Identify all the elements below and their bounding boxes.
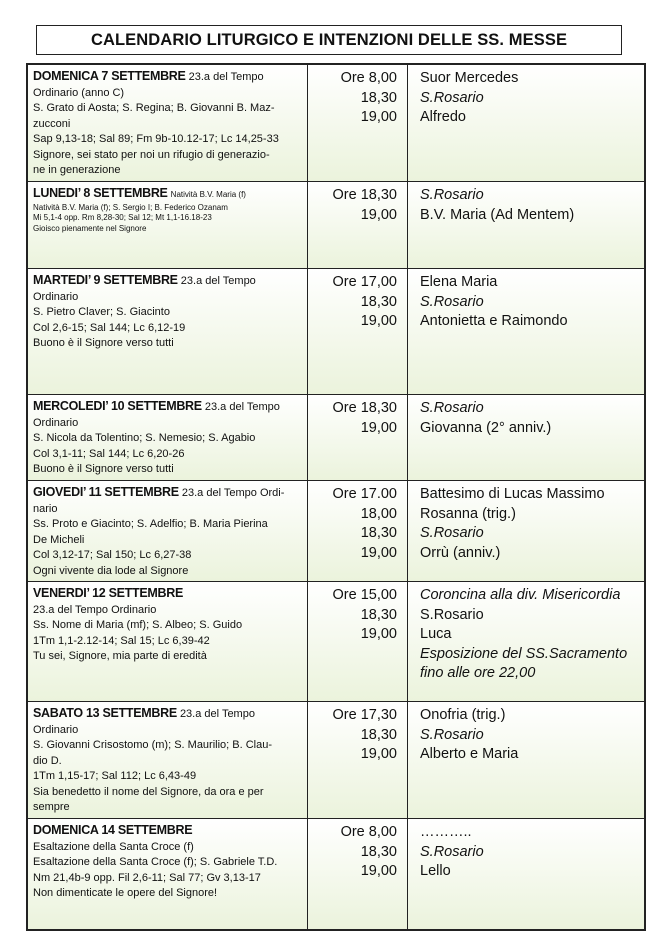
day-detail: 1Tm 1,15-17; Sal 112; Lc 6,43-49 bbox=[33, 770, 197, 782]
mass-time: Ore 8,00 bbox=[340, 70, 397, 86]
day-detail: Ordinario bbox=[33, 416, 79, 429]
table-row bbox=[28, 65, 644, 182]
day-detail: De Micheli bbox=[33, 533, 85, 546]
day-detail: S. Giovanni Crisostomo (m); S. Maurilio; B. Clau- bbox=[33, 739, 273, 751]
mass-time: Ore 17.00 bbox=[332, 486, 397, 502]
time-cell bbox=[308, 582, 408, 701]
time-cell bbox=[308, 702, 408, 818]
intention: Giovanna (2° anniv.) bbox=[420, 419, 552, 436]
mass-time: Ore 15,00 bbox=[332, 587, 397, 603]
day-detail: Buono è il Signore verso tutti bbox=[33, 463, 174, 475]
day-detail: Esaltazione della Santa Croce (f) bbox=[33, 840, 194, 853]
day-detail: Sia benedetto il nome del Signore, da ora e per bbox=[33, 785, 264, 798]
day-name: SABATO 13 SETTEMBRE bbox=[33, 706, 177, 720]
intention-cell bbox=[408, 65, 644, 181]
intention: Luca bbox=[420, 626, 452, 642]
intention-cell bbox=[408, 395, 644, 480]
table-row bbox=[28, 269, 644, 395]
day-detail: Ordinario bbox=[33, 290, 79, 303]
day-cell bbox=[28, 269, 308, 394]
time-cell bbox=[308, 182, 408, 268]
page-title: CALENDARIO LITURGICO E INTENZIONI DELLE SS. MESSE bbox=[36, 25, 622, 55]
mass-time: 18,30 bbox=[360, 89, 397, 106]
day-detail: Gioisco pienamente nel Signore bbox=[33, 223, 147, 233]
mass-time: Ore 8,00 bbox=[340, 824, 397, 840]
mass-time: Ore 18,30 bbox=[332, 187, 397, 203]
intention: Elena Maria bbox=[420, 274, 498, 290]
intention: S.Rosario bbox=[420, 89, 484, 106]
time-cell bbox=[308, 819, 408, 929]
mass-time: 19,00 bbox=[360, 419, 397, 436]
intention: Battesimo di Lucas Massimo bbox=[420, 486, 605, 502]
day-detail: sempre bbox=[33, 801, 70, 813]
mass-time: Ore 17,00 bbox=[332, 274, 397, 290]
mass-time: 19,00 bbox=[360, 746, 397, 762]
time-cell bbox=[308, 269, 408, 394]
day-cell bbox=[28, 65, 308, 181]
intention: Alfredo bbox=[420, 109, 466, 125]
day-detail: Col 2,6-15; Sal 144; Lc 6,12-19 bbox=[33, 321, 186, 334]
intention-cell bbox=[408, 269, 644, 394]
day-feast: 23.a del Tempo bbox=[179, 708, 255, 720]
mass-time: 19,00 bbox=[360, 626, 397, 642]
intention: S.Rosario bbox=[420, 843, 484, 860]
day-detail: S. Pietro Claver; S. Giacinto bbox=[33, 306, 170, 318]
intention: ……….. bbox=[420, 824, 472, 840]
time-cell bbox=[308, 395, 408, 480]
day-cell bbox=[28, 819, 308, 929]
day-detail: 1Tm 1,1-2.12-14; Sal 15; Lc 6,39-42 bbox=[33, 634, 210, 647]
intention: Coroncina alla div. Misericordia bbox=[420, 587, 621, 603]
intention: S.Rosario bbox=[420, 525, 484, 541]
mass-time: 18,30 bbox=[360, 525, 397, 541]
day-name: LUNEDI’ 8 SETTEMBRE bbox=[33, 186, 168, 200]
day-cell bbox=[28, 582, 308, 701]
intention: Orrù (anniv.) bbox=[420, 544, 501, 561]
intention: Suor Mercedes bbox=[420, 70, 519, 86]
mass-time: 18,30 bbox=[360, 843, 397, 860]
day-cell bbox=[28, 182, 308, 268]
day-feast: Natività B.V. Maria (f) bbox=[170, 190, 246, 199]
intention: S.Rosario bbox=[420, 606, 484, 623]
intention: S.Rosario bbox=[420, 726, 484, 743]
intention: Esposizione del SS.Sacramento fino alle ore 22,00 bbox=[420, 645, 628, 681]
mass-time: 19,00 bbox=[360, 206, 397, 223]
day-detail: S. Grato di Aosta; S. Regina; B. Giovanni B. Maz- bbox=[33, 102, 275, 114]
day-name: DOMENICA 7 SETTEMBRE bbox=[33, 69, 186, 83]
intention: Onofria (trig.) bbox=[420, 707, 506, 723]
day-detail: ne in generazione bbox=[33, 164, 121, 176]
mass-time: 19,00 bbox=[360, 109, 397, 125]
day-detail: Ordinario bbox=[33, 723, 79, 736]
mass-time: 19,00 bbox=[360, 313, 397, 329]
intention: Antonietta e Raimondo bbox=[420, 313, 568, 329]
day-detail: Sap 9,13-18; Sal 89; Fm 9b-10.12-17; Lc 14,25-33 bbox=[33, 133, 279, 145]
day-detail: Col 3,1-11; Sal 144; Lc 6,20-26 bbox=[33, 447, 185, 460]
day-cell bbox=[28, 481, 308, 581]
day-detail: Col 3,12-17; Sal 150; Lc 6,27-38 bbox=[33, 549, 192, 561]
mass-time: 18,00 bbox=[360, 505, 397, 522]
intention-cell bbox=[408, 702, 644, 818]
time-cell bbox=[308, 481, 408, 581]
intention: S.Rosario bbox=[420, 187, 484, 203]
day-feast: 23.a del Tempo Ordi- bbox=[181, 487, 285, 499]
time-cell bbox=[308, 65, 408, 181]
mass-time: 19,00 bbox=[360, 863, 397, 879]
day-detail: Mi 5,1-4 opp. Rm 8,28-30; Sal 12; Mt 1,1-16.18-23 bbox=[33, 213, 212, 222]
mass-time: 19,00 bbox=[360, 544, 397, 561]
day-detail: 23.a del Tempo Ordinario bbox=[33, 603, 157, 616]
day-feast: 23.a del Tempo bbox=[188, 71, 264, 83]
intention: S.Rosario bbox=[420, 400, 484, 416]
day-detail: dio D. bbox=[33, 754, 62, 767]
day-name: MARTEDI’ 9 SETTEMBRE bbox=[33, 273, 178, 287]
mass-time: Ore 17,30 bbox=[332, 707, 397, 723]
day-name: DOMENICA 14 SETTEMBRE bbox=[33, 823, 193, 837]
table-row bbox=[28, 702, 644, 819]
mass-schedule-table bbox=[26, 63, 646, 931]
day-detail: zucconi bbox=[33, 117, 71, 130]
intention: S.Rosario bbox=[420, 293, 484, 310]
table-row bbox=[28, 182, 644, 269]
day-name: VENERDI’ 12 SETTEMBRE bbox=[33, 586, 183, 600]
table-row bbox=[28, 582, 644, 702]
day-detail: Buono è il Signore verso tutti bbox=[33, 337, 174, 349]
intention-cell bbox=[408, 182, 644, 268]
day-detail: Signore, sei stato per noi un rifugio di generazio- bbox=[33, 148, 270, 161]
day-detail: Tu sei, Signore, mia parte di eredità bbox=[33, 650, 207, 662]
day-detail: Non dimenticate le opere del Signore! bbox=[33, 887, 218, 899]
table-row bbox=[28, 481, 644, 582]
mass-time: 18,30 bbox=[360, 293, 397, 310]
intention-cell bbox=[408, 819, 644, 929]
day-detail: Natività B.V. Maria (f); S. Sergio I; B. Federico Ozanam bbox=[33, 202, 228, 212]
day-cell bbox=[28, 395, 308, 480]
intention-cell bbox=[408, 481, 644, 581]
day-detail: S. Nicola da Tolentino; S. Nemesio; S. Agabio bbox=[33, 432, 256, 444]
intention: Rosanna (trig.) bbox=[420, 505, 516, 522]
day-detail: Ordinario (anno C) bbox=[33, 86, 125, 99]
mass-time: 18,30 bbox=[360, 726, 397, 743]
intention: Lello bbox=[420, 863, 451, 879]
day-detail: Nm 21,4b-9 opp. Fil 2,6-11; Sal 77; Gv 3,13-17 bbox=[33, 871, 261, 884]
day-detail: Ss. Nome di Maria (mf); S. Albeo; S. Guido bbox=[33, 619, 243, 631]
intention: Alberto e Maria bbox=[420, 746, 519, 762]
day-cell bbox=[28, 702, 308, 818]
intention-cell bbox=[408, 582, 644, 701]
day-name: GIOVEDI’ 11 SETTEMBRE bbox=[33, 485, 179, 499]
table-row bbox=[28, 395, 644, 481]
table-row bbox=[28, 819, 644, 929]
intention: B.V. Maria (Ad Mentem) bbox=[420, 206, 575, 223]
day-detail: Ogni vivente dia lode al Signore bbox=[33, 564, 189, 577]
day-detail: nario bbox=[33, 502, 58, 515]
day-feast: 23.a del Tempo bbox=[204, 401, 280, 413]
day-feast: 23.a del Tempo bbox=[180, 275, 256, 287]
mass-time: Ore 18,30 bbox=[332, 400, 397, 416]
day-detail: Ss. Proto e Giacinto; S. Adelfio; B. Maria Pierina bbox=[33, 518, 268, 530]
day-name: MERCOLEDI’ 10 SETTEMBRE bbox=[33, 399, 202, 413]
mass-time: 18,30 bbox=[360, 606, 397, 623]
day-detail: Esaltazione della Santa Croce (f); S. Gabriele T.D. bbox=[33, 856, 278, 868]
